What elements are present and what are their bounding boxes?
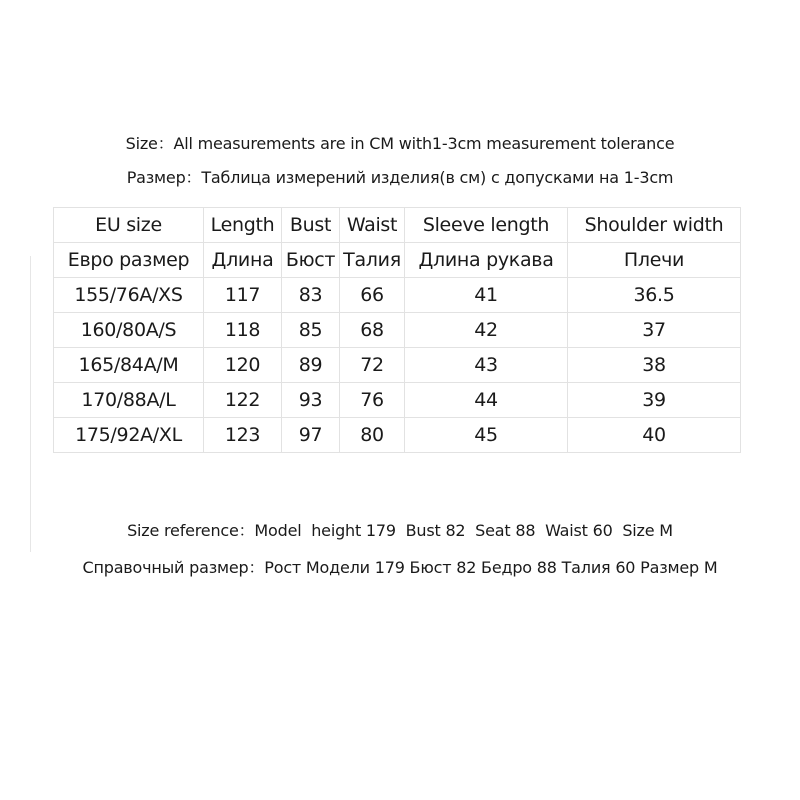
table-row <box>54 383 741 418</box>
cell-bust: 83 <box>282 278 340 313</box>
cell-shoulder-width: 38 <box>568 348 741 383</box>
cell-length: 122 <box>204 383 282 418</box>
header-length-ru: Длина <box>204 243 282 278</box>
header-eu-size-ru: Евро размер <box>54 243 204 278</box>
cell-shoulder-width: 39 <box>568 383 741 418</box>
header-eu-size: EU size <box>54 208 204 243</box>
cell-bust: 85 <box>282 313 340 348</box>
measurement-note-ru: Размер：Таблица измерений изделия(в см) с допусками на 1-3cm <box>126 168 674 187</box>
cell-waist: 80 <box>340 418 405 453</box>
cell-bust: 93 <box>282 383 340 418</box>
header-bust: Bust <box>282 208 340 243</box>
table-row <box>54 278 741 313</box>
header-length: Length <box>204 208 282 243</box>
header-shoulder-width: Shoulder width <box>568 208 741 243</box>
cell-length: 123 <box>204 418 282 453</box>
table-header-row-ru <box>54 243 741 278</box>
cell-length: 117 <box>204 278 282 313</box>
cell-shoulder-width: 37 <box>568 313 741 348</box>
size-reference-note-ru: Справочный размер：Рост Модели 179 Бюст 82 Бедро 88 Талия 60 Размер M <box>82 558 718 577</box>
header-sleeve-length-ru: Длина рукава <box>405 243 568 278</box>
cell-shoulder-width: 36.5 <box>568 278 741 313</box>
cell-waist: 76 <box>340 383 405 418</box>
left-edge-guide-line <box>30 256 31 552</box>
cell-eu-size: 165/84A/M <box>54 348 204 383</box>
cell-eu-size: 155/76A/XS <box>54 278 204 313</box>
cell-sleeve-length: 43 <box>405 348 568 383</box>
cell-bust: 97 <box>282 418 340 453</box>
cell-sleeve-length: 42 <box>405 313 568 348</box>
cell-eu-size: 170/88A/L <box>54 383 204 418</box>
header-shoulder-width-ru: Плечи <box>568 243 741 278</box>
table-row <box>54 418 741 453</box>
cell-waist: 72 <box>340 348 405 383</box>
header-waist-ru: Талия <box>340 243 405 278</box>
cell-eu-size: 160/80A/S <box>54 313 204 348</box>
table-row <box>54 348 741 383</box>
cell-eu-size: 175/92A/XL <box>54 418 204 453</box>
table-header-row-en <box>54 208 741 243</box>
cell-length: 118 <box>204 313 282 348</box>
cell-sleeve-length: 41 <box>405 278 568 313</box>
size-chart-table <box>53 207 741 453</box>
table-row <box>54 313 741 348</box>
cell-length: 120 <box>204 348 282 383</box>
header-sleeve-length: Sleeve length <box>405 208 568 243</box>
header-waist: Waist <box>340 208 405 243</box>
cell-waist: 68 <box>340 313 405 348</box>
header-bust-ru: Бюст <box>282 243 340 278</box>
cell-sleeve-length: 44 <box>405 383 568 418</box>
cell-shoulder-width: 40 <box>568 418 741 453</box>
cell-sleeve-length: 45 <box>405 418 568 453</box>
cell-bust: 89 <box>282 348 340 383</box>
cell-waist: 66 <box>340 278 405 313</box>
measurement-note-en: Size：All measurements are in CM with1-3cm measurement tolerance <box>125 134 675 153</box>
size-reference-note-en: Size reference：Model height 179 Bust 82 Seat 88 Waist 60 Size M <box>127 521 673 540</box>
